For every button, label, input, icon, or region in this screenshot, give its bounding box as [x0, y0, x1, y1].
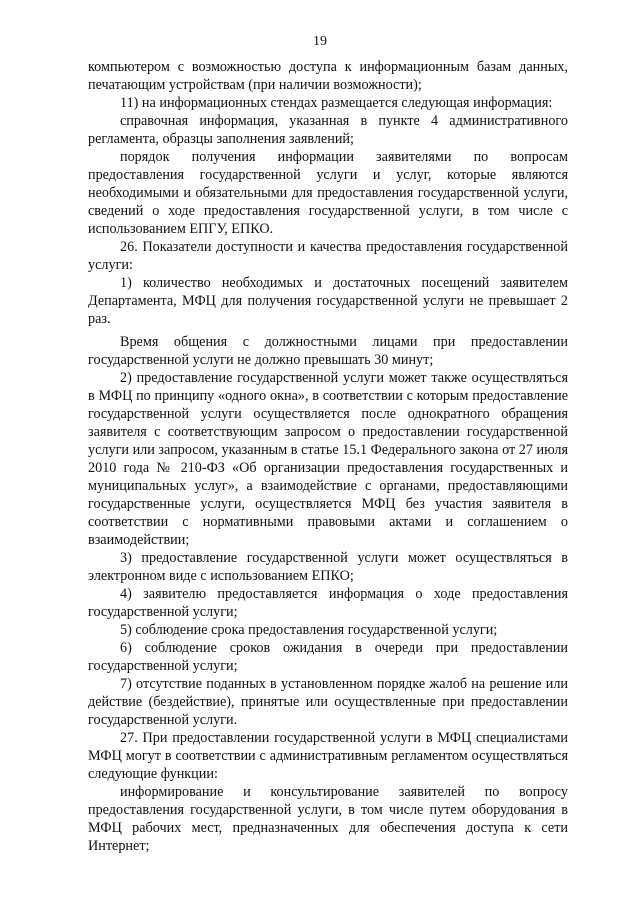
paragraph: информирование и консультирование заявителей по вопросу предоставления государственной услуги, в том числе путем оборудования в МФЦ рабочих мест, предназначенных для обеспечения доступа к сети Интернет;: [88, 784, 568, 854]
paragraph: 1) количество необходимых и достаточных посещений заявителем Департамента, МФЦ для получения государственной услуги не превышает 2 раз.: [88, 275, 568, 327]
paragraph: 4) заявителю предоставляется информация о ходе предоставления государственной услуги;: [88, 586, 568, 620]
paragraph: 5) соблюдение срока предоставления государственной услуги;: [120, 622, 498, 638]
page-number: 19: [313, 34, 327, 49]
paragraph: справочная информация, указанная в пункте 4 административного регламента, образцы заполнения заявлений;: [88, 113, 568, 147]
paragraph: 6) соблюдение сроков ожидания в очереди при предоставлении государственной услуги;: [88, 640, 568, 674]
paragraph: 11) на информационных стендах размещается следующая информация:: [120, 95, 553, 111]
paragraph: 27. При предоставлении государственной услуги в МФЦ специалистами МФЦ могут в соответствии с административным регламентом осуществляться следующие функции:: [88, 730, 568, 782]
paragraph: 26. Показатели доступности и качества предоставления государственной услуги:: [88, 239, 568, 273]
paragraph: компьютером с возможностью доступа к информационным базам данных, печатающим устройствам (при наличии возможности);: [88, 59, 568, 93]
document-body: [88, 58, 568, 855]
paragraph: порядок получения информации заявителями по вопросам предоставления государственной услуги и услуг, которые являются необходимыми и обязательными для предоставления государственной услуги, сведений о ходе предоставления государственной услуги, в том числе с использованием ЕПГУ, ЕПКО.: [88, 149, 568, 237]
paragraph: 7) отсутствие поданных в установленном порядке жалоб на решение или действие (бездействие), принятые или осуществленные при предоставлении государственной услуги.: [88, 676, 568, 728]
paragraph: 3) предоставление государственной услуги может осуществляться в электронном виде с использованием ЕПКО;: [88, 550, 568, 584]
paragraph: Время общения с должностными лицами при предоставлении государственной услуги не должно превышать 30 минут;: [88, 334, 568, 368]
paragraph: 2) предоставление государственной услуги может также осуществляться в МФЦ по принципу «одного окна», в соответствии с которым предоставление государственной услуги осуществляется после однократного обращения заявителя с соответствующим запросом о предоставлении государственной услуги или запросом, указанным в статье 15.1 Федерального закона от 27 июля 2010 года № 210-ФЗ «Об организации предоставления государственных и муниципальных услуг», а взаимодействие с органами, предоставляющими государственные услуги, осуществляется МФЦ без участия заявителя в соответствии с нормативными правовыми актами и соглашением о взаимодействии;: [88, 370, 568, 548]
